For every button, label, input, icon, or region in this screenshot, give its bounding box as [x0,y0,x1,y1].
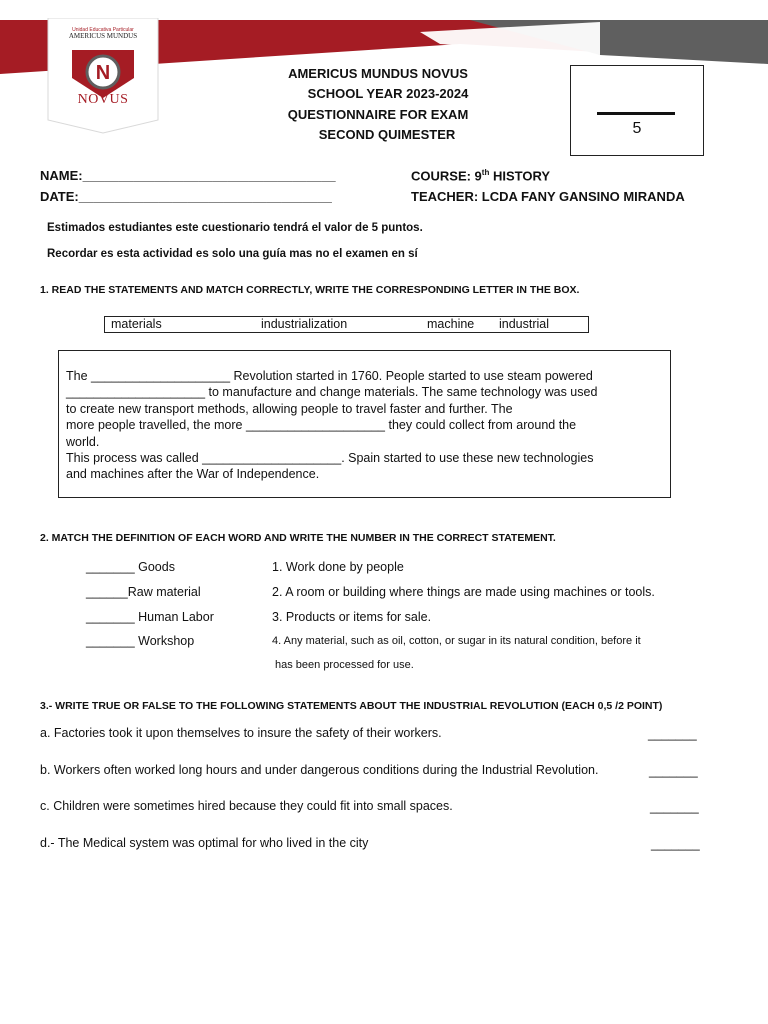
word-bank-item: industrial [499,317,550,331]
term-item: _______ Goods [86,560,175,574]
course-prefix: COURSE: 9 [411,168,482,184]
paragraph-line: ____________________ to manufacture and change materials. The same technology was used [66,385,598,400]
tf-answer-blank: _______ [648,727,697,741]
paragraph-line: world. [66,434,100,449]
quimester: SECOND QUIMESTER [318,127,456,142]
paragraph-line: more people travelled, the more ____________________ they could collect from around the [66,418,577,433]
intro-line-2: Recordar es esta actividad es solo una guía mas no el examen en sí [47,248,418,260]
course-suffix: HISTORY [489,168,551,184]
school-logo [46,18,160,136]
paragraph-line: This process was called ____________________. Spain started to use these new technologies [66,451,594,466]
definition-item: 1. Work done by people [272,560,404,574]
teacher-field: TEACHER: LCDA FANY GANSINO MIRANDA [411,189,685,204]
fill-in-paragraph [66,368,656,483]
definition-item: 3. Products or items for sale. [272,610,432,624]
logo-mid-text: AMERICUS MUNDUS [68,32,138,40]
school-name: AMERICUS MUNDUS NOVUS [288,66,468,81]
word-bank-item: machine [427,317,475,331]
term-item: _______ Human Labor [86,610,214,624]
tf-statement: c. Children were sometimes hired because they could fit into small spaces. [40,799,453,813]
tf-statement: b. Workers often worked long hours and under dangerous conditions during the Industrial Revolution. [40,763,599,777]
term-item: _______ Workshop [86,634,195,648]
intro-line-1: Estimados estudiantes este cuestionario tendrá el valor de 5 puntos. [47,222,423,234]
definition-item-cont: has been processed for use. [275,659,414,671]
definition-item: 4. Any material, such as oil, cotton, or sugar in its natural condition, before it [272,635,641,647]
course-field [411,168,550,183]
score-divider [597,112,675,115]
score-total: 5 [632,120,642,137]
logo-bottom-text: NOVUS [77,92,129,107]
paragraph-line: and machines after the War of Independence. [66,467,320,482]
school-year: SCHOOL YEAR 2023-2024 [307,86,469,101]
score-box [570,65,704,156]
doc-title: QUESTIONNAIRE FOR EXAM [287,107,469,122]
section1-title: 1. READ THE STATEMENTS AND MATCH CORRECTLY, WRITE THE CORRESPONDING LETTER IN THE BOX. [40,284,580,296]
tf-answer-blank: _______ [649,764,698,778]
name-field: NAME:___________________________________ [40,168,336,183]
paragraph-line: to create new transport methods, allowing people to travel faster and further. The [66,401,513,416]
tf-answer-blank: _______ [650,800,699,814]
tf-statement: d.- The Medical system was optimal for who lived in the city [40,836,369,850]
course-sup: th [481,168,490,177]
date-field: DATE:___________________________________ [40,189,332,204]
definition-item: 2. A room or building where things are made using machines or tools. [272,585,655,599]
tf-statement: a. Factories took it upon themselves to insure the safety of their workers. [40,726,442,740]
tf-answer-blank: _______ [651,837,700,851]
term-item: ______Raw material [86,585,201,599]
word-bank [104,316,589,333]
section2-title: 2. MATCH THE DEFINITION OF EACH WORD AND WRITE THE NUMBER IN THE CORRECT STATEMENT. [40,532,556,544]
logo-top-text: Unidad Educativa Particular [72,27,134,33]
logo-emblem-letter: N [95,62,111,84]
word-bank-item: industrialization [261,317,348,331]
section3-title: 3.- WRITE TRUE OR FALSE TO THE FOLLOWING STATEMENTS ABOUT THE INDUSTRIAL REVOLUTION (EACH 0,5 /2 POINT) [40,700,663,712]
word-bank-item: materials [111,317,162,331]
paragraph-line: The ____________________ Revolution started in 1760. People started to use steam powered [66,369,593,383]
